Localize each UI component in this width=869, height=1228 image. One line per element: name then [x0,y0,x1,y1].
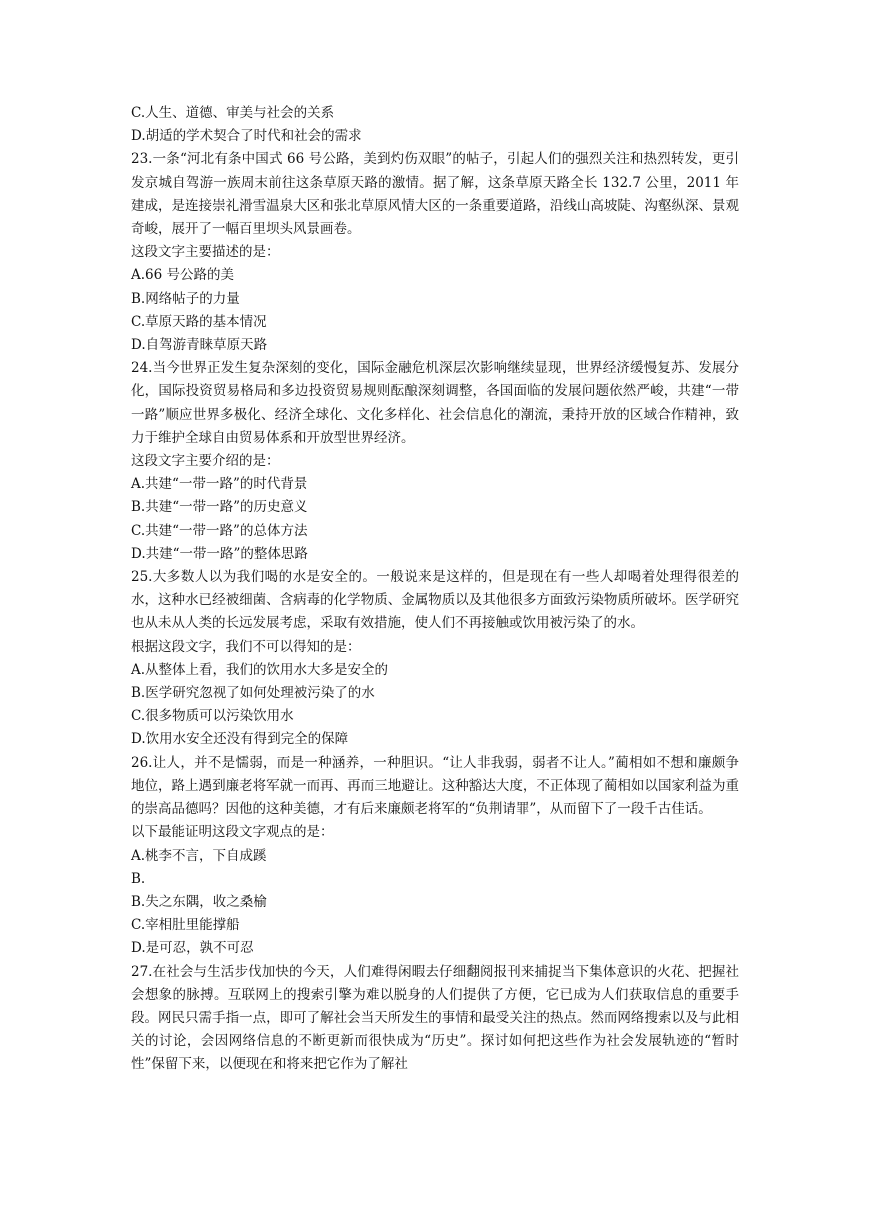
question-26-option-a: A.桃李不言，下自成蹊 [131,847,267,864]
question-25-option-a: A.从整体上看，我们的饮用水大多是安全的 [131,661,389,678]
question-24-prompt: 这段文字主要介绍的是： [131,453,280,470]
question-24-option-d: D.共建“一带一路”的整体思路 [131,545,308,562]
question-26-option-d: D.是可忍，孰不可忍 [131,940,254,957]
question-23-option-a: A.66 号公路的美 [131,267,235,284]
question-23-stem: 23.一条“河北有条中国式 66 号公路，美到灼伤双眼”的帖子，引起人们的强烈关注和热烈转发，更引发京城自驾游一族周末前往这条草原天路的激情。据了解，这条草原天路全长 132.7 公里，2011 年建成，是连接崇礼滑雪温泉大区和张北草原风情大区的一条重要道路，沿线山高坡陡、沟壑纵深、景观奇峻，展开了一幅百里坝头风景画卷。 [131,151,739,238]
question-24-option-a: A.共建“一带一路”的时代背景 [131,476,308,493]
question-23-option-d: D.自驾游青睐草原天路 [131,337,268,354]
question-23-option-b: B.网络帖子的力量 [131,290,240,307]
document-page [131,102,739,1077]
question-26-prompt: 以下最能证明这段文字观点的是： [131,824,334,841]
question-24-option-c: C.共建“一带一路”的总体方法 [131,522,308,539]
question-26-option-b-empty: B. [131,870,146,887]
question-25-option-b: B.医学研究忽视了如何处理被污染了的水 [131,685,375,702]
question-24-option-b: B.共建“一带一路”的历史意义 [131,499,308,516]
option-c-prev: C.人生、道德、审美与社会的关系 [131,105,335,121]
question-24-stem: 24.当今世界正发生复杂深刻的变化，国际金融危机深层次影响继续显现，世界经济缓慢复苏、发展分化，国际投资贸易格局和多边投资贸易规则酝酿深刻调整，各国面临的发展问题依然严峻，共建“一带一路”顺应世界多极化、经济全球化、文化多样化、社会信息化的潮流，秉持开放的区域合作精神，致力于维护全球自由贸易体系和开放型世界经济。 [131,360,739,446]
question-25-prompt: 根据这段文字，我们不可以得知的是： [131,638,361,655]
question-26-option-c: C.宰相肚里能撑船 [131,917,240,934]
question-25-option-d: D.饮用水安全还没有得到完全的保障 [131,731,349,748]
question-25-option-c: C.很多物质可以污染饮用水 [131,708,294,725]
question-25-stem: 25.大多数人以为我们喝的水是安全的。一般说来是这样的，但是现在有一些人却喝着处理得很差的水，这种水已经被细菌、含病毒的化学物质、金属物质以及其他很多方面致污染物质所破坏。医学研究也从未从人类的长远发展考虑，采取有效措施，使人们不再接触或饮用被污染了的水。 [131,569,739,632]
question-26-stem: 26.让人，并不是懦弱，而是一种涵养，一种胆识。“让人非我弱，弱者不让人。”蔺相如不想和廉颇争地位，路上遇到廉老将军就一而再、再而三地避让。这种豁达大度，不正体现了蔺相如以国家利益为重的崇高品德吗？因他的这种美德，才有后来廉颇老将军的“负荆请罪”，从而留下了一段千古佳话。 [131,754,739,818]
question-26-option-b: B.失之东隅，收之桑榆 [131,893,267,910]
question-23-prompt: 这段文字主要描述的是： [131,244,280,261]
option-d-prev: D.胡适的学术契合了时代和社会的需求 [131,128,362,145]
question-27-stem: 27.在社会与生活步伐加快的今天，人们难得闲暇去仔细翻阅报刊来捕捉当下集体意识的火花、把握社会想象的脉搏。互联网上的搜索引擎为难以脱身的人们提供了方便，它已成为人们获取信息的重要手段。网民只需手指一点，即可了解社会当天所发生的事情和最受关注的热点。然而网络搜索以及与此相关的讨论，会因网络信息的不断更新而很快成为“历史”。探讨如何把这些作为社会发展轨迹的“暂时性”保留下来，以便现在和将来把它作为了解社 [131,963,739,1073]
question-23-option-c: C.草原天路的基本情况 [131,313,267,330]
